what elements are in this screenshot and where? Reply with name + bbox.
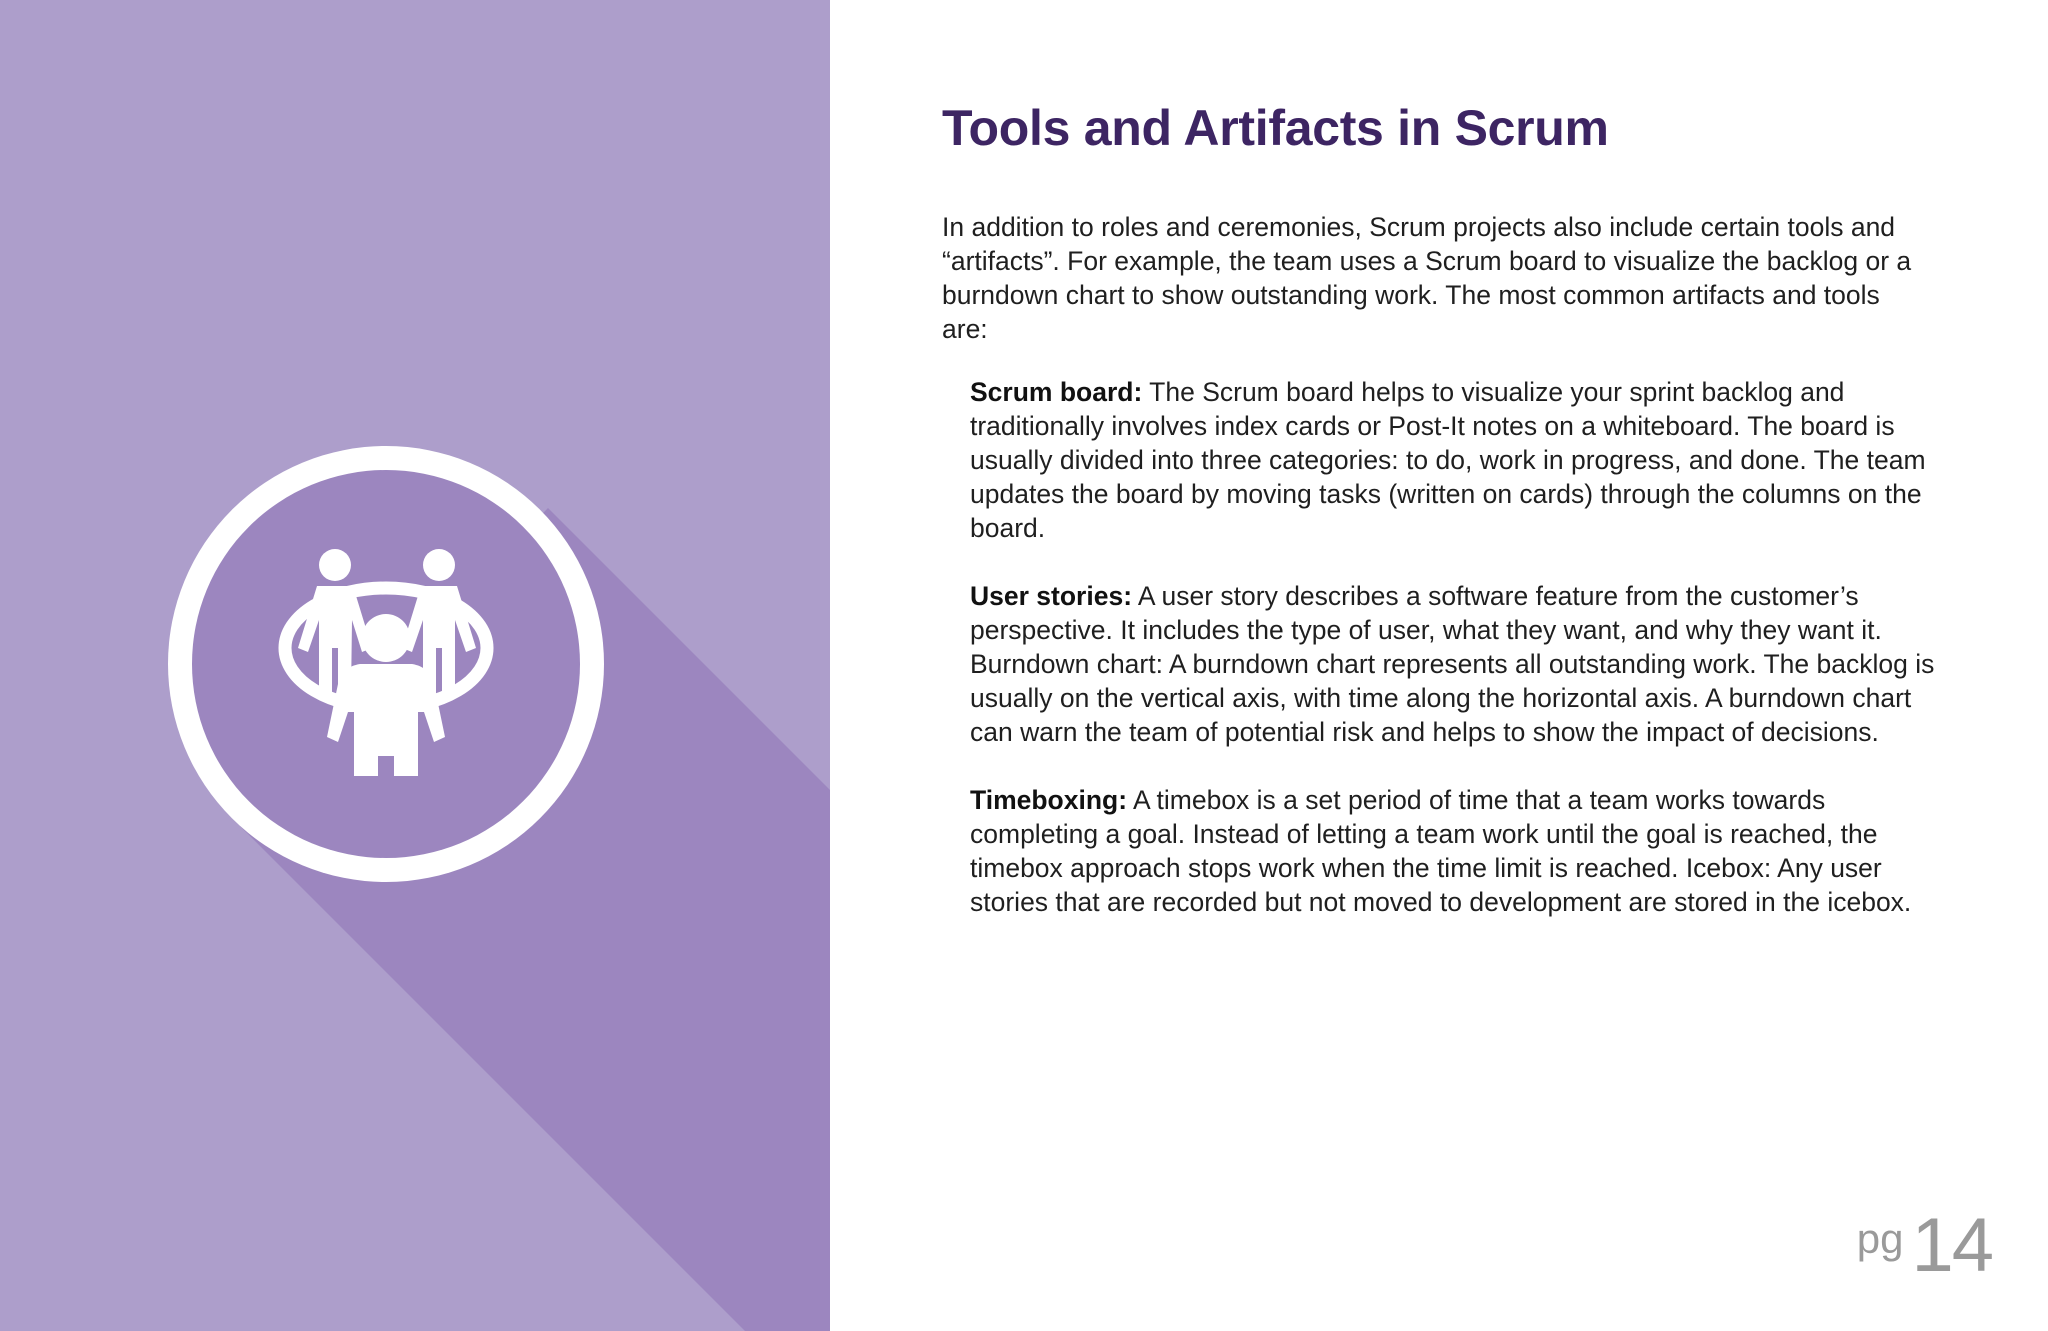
item-term: Timeboxing: — [970, 785, 1128, 815]
content-panel — [942, 0, 1952, 1331]
item-text: A timebox is a set period of time that a team works towards completing a goal. Instead of letting a team work until the goal is reached, the timebox approach stops work when the time limit is reached. Icebox: Any user stories that are recorded but not moved to development are stored in the icebox. — [970, 785, 1912, 917]
list-item — [970, 579, 1960, 749]
item-text: A user story describes a software feature from the customer’s perspective. It includes the type of user, what they want, and why they want it. Burndown chart: A burndown chart represents all outstanding work. The backlog is usually on the vertical axis, with time along the horizontal axis. A burndown chart can warn the team of potential risk and helps to show the impact of decisions. — [970, 581, 1935, 747]
item-term: User stories: — [970, 581, 1133, 611]
page-prefix: pg — [1856, 1215, 1904, 1262]
list-item — [970, 375, 1960, 545]
page-title: Tools and Artifacts in Scrum — [942, 100, 1609, 156]
page-number-value: 14 — [1911, 1203, 1992, 1288]
artifact-list — [970, 375, 1960, 953]
illustration-panel — [0, 0, 830, 1331]
item-text: The Scrum board helps to visualize your sprint backlog and traditionally involves index cards or Post-It notes on a whiteboard. The board is usually divided into three categories: to do, work in progress, and done. The team updates the board by moving tasks (written on cards) through the columns on the board. — [970, 377, 1926, 543]
page-number — [1857, 1202, 1992, 1289]
intro-paragraph: In addition to roles and ceremonies, Scrum projects also include certain tools and “artifacts”. For example, the team uses a Scrum board to visualize the backlog or a burndown chart to show outstanding work. The most common artifacts and tools are: — [942, 212, 1912, 344]
list-item — [970, 783, 1960, 919]
illustration — [0, 0, 830, 1331]
item-term: Scrum board: — [970, 377, 1143, 407]
